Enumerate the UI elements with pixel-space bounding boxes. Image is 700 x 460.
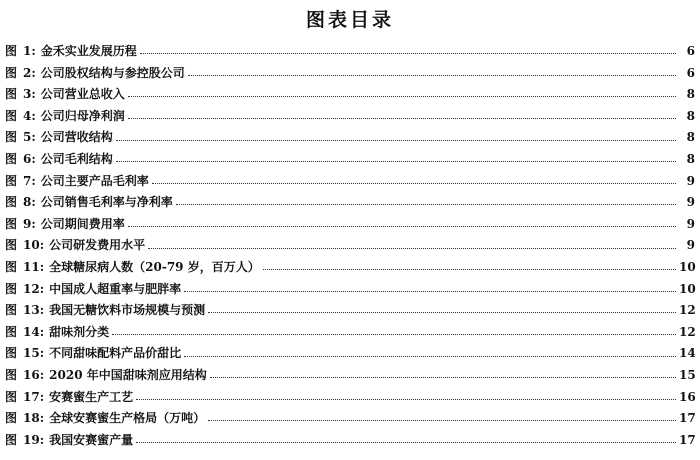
- figure-word: 图: [5, 346, 18, 361]
- page-number: 9: [686, 173, 695, 188]
- toc-entry[interactable]: [5, 84, 695, 106]
- figure-word: 图: [5, 44, 18, 58]
- dot-leader: [116, 140, 676, 141]
- figure-number: 18:: [23, 411, 45, 426]
- figure-number: 9:: [23, 216, 36, 231]
- toc-entry[interactable]: [5, 365, 695, 387]
- figure-label: [5, 171, 36, 193]
- figure-label: [5, 343, 44, 365]
- figure-label: [5, 149, 36, 171]
- page-number: 17: [679, 411, 696, 426]
- figure-number: 5:: [23, 130, 36, 145]
- figure-title: 中国成人超重率与肥胖率: [49, 281, 182, 296]
- page-number: 9: [686, 216, 695, 231]
- toc-entry[interactable]: [5, 279, 695, 301]
- page-number: 8: [686, 130, 695, 145]
- dot-leader: [188, 75, 676, 76]
- figure-number: 4:: [23, 108, 36, 123]
- figure-word: 图: [5, 367, 18, 382]
- dot-leader: [112, 334, 676, 335]
- dot-leader: [176, 204, 676, 205]
- dot-leader: [136, 399, 676, 400]
- figure-number: 1:: [23, 44, 36, 58]
- figure-word: 图: [5, 281, 18, 296]
- figure-title: 公司股权结构与参控股公司: [40, 65, 185, 80]
- toc-entry[interactable]: [5, 235, 695, 257]
- page-number: 10: [679, 281, 696, 296]
- figure-label: [5, 430, 44, 452]
- figure-word: 图: [5, 65, 18, 80]
- figure-label: [5, 408, 44, 430]
- figure-word: 图: [5, 216, 18, 231]
- page-number: 8: [686, 87, 695, 102]
- toc-entry[interactable]: [5, 257, 695, 279]
- toc-entry[interactable]: [5, 408, 695, 430]
- figure-word: 图: [5, 87, 18, 102]
- dot-leader: [184, 291, 676, 292]
- dot-leader: [184, 356, 676, 357]
- figure-label: [5, 84, 36, 106]
- dot-leader: [208, 420, 676, 421]
- toc-entry[interactable]: [5, 63, 695, 85]
- figure-number: 19:: [23, 432, 45, 447]
- page-number: 15: [679, 367, 696, 382]
- figure-number: 7:: [23, 173, 36, 188]
- dot-leader: [140, 53, 676, 54]
- figure-label: [5, 235, 44, 257]
- dot-leader: [148, 248, 676, 249]
- figure-word: 图: [5, 151, 18, 166]
- figure-title: 不同甜味配料产品价甜比: [49, 346, 182, 361]
- page-number: 8: [686, 108, 695, 123]
- figure-number: 2:: [23, 65, 36, 80]
- dot-leader: [136, 442, 676, 443]
- toc-entry[interactable]: [5, 192, 695, 214]
- figure-word: 图: [5, 238, 18, 253]
- figure-title: 安赛蜜生产工艺: [49, 389, 134, 404]
- figure-label: [5, 63, 36, 85]
- page-title: 图表目录: [305, 9, 394, 31]
- figure-label: [5, 214, 36, 236]
- figure-label: [5, 257, 44, 279]
- figure-title: 公司营业总收入: [40, 87, 125, 102]
- toc-entry[interactable]: [5, 41, 695, 63]
- figure-list: [5, 41, 695, 451]
- dot-leader: [128, 226, 676, 227]
- figure-word: 图: [5, 432, 18, 447]
- figure-number: 3:: [23, 87, 36, 102]
- figure-word: 图: [5, 259, 18, 274]
- page-number: 12: [679, 303, 696, 318]
- page-number: 16: [679, 389, 696, 404]
- page-number: 9: [686, 195, 695, 210]
- figure-title: 全球糖尿病人数（20-79 岁，百万人）: [49, 259, 260, 274]
- figure-word: 图: [5, 389, 18, 404]
- toc-entry[interactable]: [5, 300, 695, 322]
- dot-leader: [152, 183, 676, 184]
- figure-title: 公司营收结构: [40, 130, 113, 145]
- page-number: 12: [679, 324, 696, 339]
- toc-entry[interactable]: [5, 343, 695, 365]
- dot-leader: [116, 161, 676, 162]
- page-number: 6: [686, 65, 695, 80]
- figure-word: 图: [5, 108, 18, 123]
- figure-title: 公司研发费用水平: [49, 238, 146, 253]
- toc-entry[interactable]: [5, 387, 695, 409]
- dot-leader: [263, 269, 676, 270]
- page-number: 6: [686, 44, 695, 58]
- figure-number: 6:: [23, 151, 36, 166]
- dot-leader: [128, 118, 676, 119]
- figure-word: 图: [5, 130, 18, 145]
- toc-entry[interactable]: [5, 322, 695, 344]
- figure-title: 全球安赛蜜生产格局（万吨）: [49, 411, 206, 426]
- figure-label: [5, 387, 44, 409]
- figure-number: 13:: [23, 303, 45, 318]
- figure-title: 公司主要产品毛利率: [40, 173, 149, 188]
- dot-leader: [208, 312, 676, 313]
- figure-title: 2020 年中国甜味剂应用结构: [49, 367, 207, 382]
- page-number: 8: [686, 151, 695, 166]
- figure-title: 公司销售毛利率与净利率: [40, 195, 173, 210]
- figure-label: [5, 192, 36, 214]
- figure-title: 公司归母净利润: [40, 108, 125, 123]
- figure-number: 12:: [23, 281, 45, 296]
- figure-label: [5, 279, 44, 301]
- figure-number: 11:: [23, 259, 45, 274]
- figure-word: 图: [5, 173, 18, 188]
- figure-title: 我国安赛蜜产量: [49, 432, 134, 447]
- page-number: 14: [679, 346, 696, 361]
- figure-label: [5, 127, 36, 149]
- figure-number: 16:: [23, 367, 45, 382]
- figure-number: 17:: [23, 389, 45, 404]
- figure-word: 图: [5, 303, 18, 318]
- dot-leader: [128, 96, 676, 97]
- page-number: 9: [686, 238, 695, 253]
- figure-number: 14:: [23, 324, 45, 339]
- toc-entry[interactable]: [5, 214, 695, 236]
- figure-label: [5, 300, 44, 322]
- figure-label: [5, 365, 44, 387]
- figure-title: 公司期间费用率: [40, 216, 125, 231]
- toc-entry[interactable]: [5, 171, 695, 193]
- toc-entry[interactable]: [5, 106, 695, 128]
- figure-title: 公司毛利结构: [40, 151, 113, 166]
- figure-label: [5, 41, 36, 63]
- figure-label: [5, 106, 36, 128]
- figure-title: 我国无糖饮料市场规模与预测: [49, 303, 206, 318]
- figure-number: 8:: [23, 195, 36, 210]
- figure-title: 金禾实业发展历程: [40, 44, 137, 58]
- toc-entry[interactable]: [5, 149, 695, 171]
- figure-number: 10:: [23, 238, 45, 253]
- page-number: 17: [679, 432, 696, 447]
- figure-word: 图: [5, 324, 18, 339]
- page-number: 10: [679, 259, 696, 274]
- toc-entry[interactable]: [5, 430, 695, 452]
- figure-label: [5, 322, 44, 344]
- figure-title: 甜味剂分类: [49, 324, 110, 339]
- figure-word: 图: [5, 195, 18, 210]
- dot-leader: [210, 377, 676, 378]
- figure-number: 15:: [23, 346, 45, 361]
- toc-entry[interactable]: [5, 127, 695, 149]
- figure-word: 图: [5, 411, 18, 426]
